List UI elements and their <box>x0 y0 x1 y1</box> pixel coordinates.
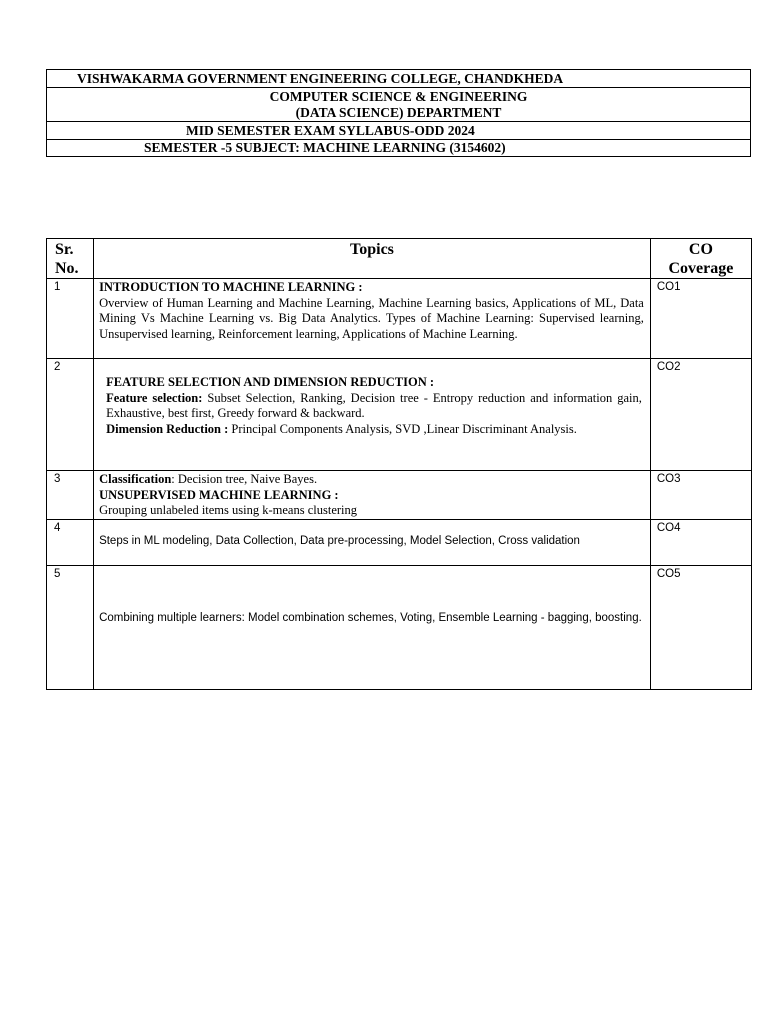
topic-heading: FEATURE SELECTION AND DIMENSION REDUCTION : <box>106 375 435 389</box>
dimension-reduction-text <box>106 422 642 438</box>
topic-heading: UNSUPERVISED MACHINE LEARNING : <box>99 487 339 502</box>
exam-title: MID SEMESTER EXAM SYLLABUS-ODD 2024 <box>47 122 751 140</box>
row-topic <box>94 471 651 520</box>
classification-body: : Decision tree, Naive Bayes. <box>171 472 318 486</box>
table-row <box>47 471 752 520</box>
classification-label: Classification <box>99 472 172 486</box>
topic-body: Steps in ML modeling, Data Collection, Data pre-processing, Model Selection, Cross validation <box>99 535 580 548</box>
header-co-line1: CO <box>688 241 713 258</box>
table-row <box>47 520 752 566</box>
row-co: CO4 <box>650 520 751 566</box>
row-topic <box>94 359 651 471</box>
feature-selection-text <box>106 391 642 422</box>
dimension-reduction-label: Dimension Reduction : <box>106 422 229 437</box>
row-sr: 3 <box>47 471 94 520</box>
topic-body: Combining multiple learners: Model combination schemes, Voting, Ensemble Learning - bagging, boosting. <box>99 612 642 625</box>
dimension-reduction-body: Principal Components Analysis, SVD ,Linear Discriminant Analysis. <box>228 422 577 437</box>
table-row <box>47 359 752 471</box>
row-sr: 4 <box>47 520 94 566</box>
row-topic <box>94 566 651 690</box>
row-topic <box>94 520 651 566</box>
header-co-line2: Coverage <box>668 260 734 277</box>
row-co: CO3 <box>650 471 751 520</box>
row-co: CO5 <box>650 566 751 690</box>
header-sr-no <box>47 239 94 279</box>
feature-selection-body: Subset Selection, Ranking, Decision tree - Entropy reduction and information gain, Exhaustive, best first, Greedy forward & backward. <box>106 390 642 421</box>
department-line-2: (DATA SCIENCE) DEPARTMENT <box>295 104 502 120</box>
row-topic <box>94 279 651 359</box>
header-topics: Topics <box>94 239 651 279</box>
row-co: CO1 <box>650 279 751 359</box>
department-line-1: COMPUTER SCIENCE & ENGINEERING <box>269 88 528 104</box>
table-row <box>47 279 752 359</box>
table-header-row <box>47 239 752 279</box>
row-sr: 5 <box>47 566 94 690</box>
header-co-coverage <box>650 239 751 279</box>
row-sr: 2 <box>47 359 94 471</box>
row-sr: 1 <box>47 279 94 359</box>
row-co: CO2 <box>650 359 751 471</box>
header-sr-line1: Sr. <box>55 241 74 258</box>
header-table <box>46 69 751 157</box>
college-name: VISHWAKARMA GOVERNMENT ENGINEERING COLLEGE, CHANDKHEDA <box>47 70 751 88</box>
classification-text <box>99 472 644 488</box>
syllabus-table <box>46 238 752 690</box>
subject-title: SEMESTER -5 SUBJECT: MACHINE LEARNING (3154602) <box>47 140 751 157</box>
topic-body: Overview of Human Learning and Machine Learning, Machine Learning basics, Applications of ML, Data Mining Vs Machine Learning vs. Big Data Analytics. Types of Machine Learning: Supervised learning, Unsupervised learning, Reinforcement learning, Applications of Machine Learning. <box>99 295 644 342</box>
header-sr-line2: No. <box>55 260 79 277</box>
topic-heading: INTRODUCTION TO MACHINE LEARNING : <box>99 280 363 294</box>
department-cell <box>47 88 751 122</box>
feature-selection-label: Feature selection: <box>106 390 203 405</box>
topic-body: Grouping unlabeled items using k-means clustering <box>99 503 357 518</box>
table-row <box>47 566 752 690</box>
